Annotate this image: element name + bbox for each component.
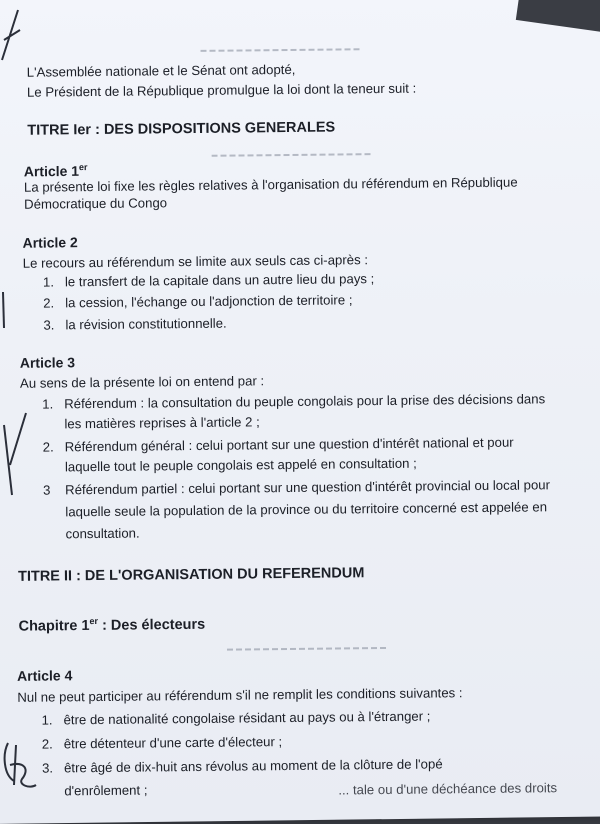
article-4-item-2: 2. être détenteur d'une carte d'électeur ; bbox=[41, 734, 283, 752]
article-3-item-1-line-1: 1. Référendum : la consultation du peuple congolais pour la prise des décisions dans bbox=[42, 391, 546, 412]
article-3-item-2-line-2: laquelle tout le peuple congolais est appelé en consultation ; bbox=[64, 455, 417, 475]
decorative-separator bbox=[201, 48, 361, 52]
article-4-item-1: 1. être de nationalité congolaise résidant au pays ou à l'étranger ; bbox=[41, 708, 431, 728]
article-4-intro: Nul ne peut participer au référendum s'il ne remplit les conditions suivantes : bbox=[17, 685, 463, 705]
article-4-item-3-line-1: 3. être âgé de dix-huit ans révolus au moment de la clôture de l'opé bbox=[41, 756, 443, 776]
chapitre-1-heading: Chapitre 1er : Des électeurs bbox=[18, 616, 206, 635]
handwritten-annotation bbox=[0, 735, 40, 795]
article-1-line-1: La présente loi fixe les règles relatives à l'organisation du référendum en République bbox=[23, 174, 518, 195]
article-3-item-1-line-2: les matières reprises à l'article 2 ; bbox=[64, 414, 260, 432]
article-4-heading: Article 4 bbox=[16, 667, 73, 684]
article-4-item-3-line-2: d'enrôlement ; bbox=[64, 782, 148, 799]
decorative-separator bbox=[212, 153, 372, 157]
titre-1-heading: TITRE Ier : DES DISPOSITIONS GENERALES bbox=[27, 119, 336, 139]
margin-mark bbox=[0, 290, 12, 330]
article-3-item-3-line-3: consultation. bbox=[65, 525, 140, 542]
decorative-separator bbox=[227, 647, 387, 651]
article-3-intro: Au sens de la présente loi on entend par : bbox=[19, 373, 265, 391]
handwritten-checkmark bbox=[0, 405, 30, 505]
article-2-item-2: 2. la cession, l'échange ou l'adjonction de territoire ; bbox=[43, 292, 353, 311]
article-3-item-2-line-1: 2. Référendum général : celui portant sur une question d'intérêt national et pour bbox=[42, 434, 514, 455]
article-2-item-3: 3. la révision constitutionnelle. bbox=[43, 315, 227, 333]
titre-2-heading: TITRE II : DE L'ORGANISATION DU REFERENDUM bbox=[17, 565, 365, 585]
intro-line-2: Le Président de la République promulgue la loi dont la teneur suit : bbox=[26, 80, 417, 100]
article-2-intro: Le recours au référendum se limite aux seuls cas ci-après : bbox=[22, 252, 369, 271]
article-2-item-1: 1. le transfert de la capitale dans un autre lieu du pays ; bbox=[42, 271, 375, 290]
handwritten-mark-top bbox=[0, 0, 40, 80]
article-3-item-3-line-2: laquelle seule la population de la province ou du territoire concerné est appelée en bbox=[65, 499, 548, 520]
article-3-item-3-line-1: 3 Référendum partiel : celui portant sur une question d'intérêt provincial ou local pour bbox=[43, 477, 551, 498]
intro-line-1: L'Assemblée nationale et le Sénat ont adopté, bbox=[26, 61, 296, 80]
article-3-heading: Article 3 bbox=[19, 354, 76, 371]
article-4-item-4-partial: ... tale ou d'une déchéance des droits bbox=[338, 780, 558, 798]
article-2-heading: Article 2 bbox=[22, 234, 78, 251]
article-1-heading: Article 1er bbox=[23, 162, 88, 180]
article-1-line-2: Démocratique du Congo bbox=[24, 195, 168, 212]
